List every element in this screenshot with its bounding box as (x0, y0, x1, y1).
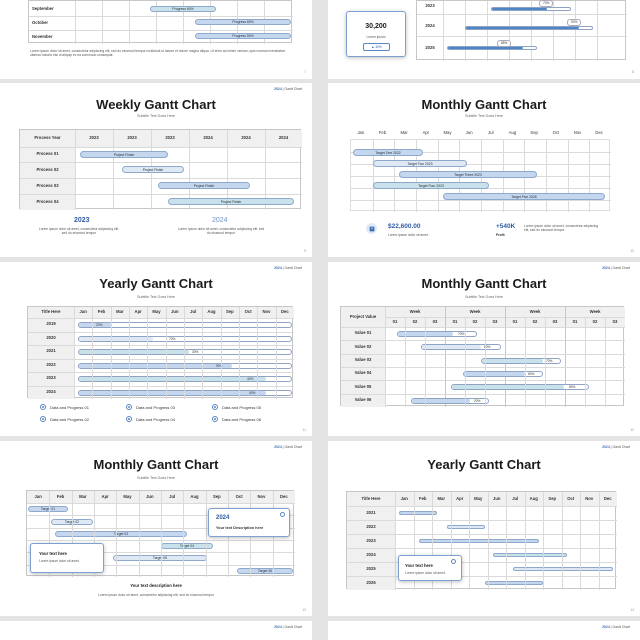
progress-label: 70% (169, 336, 176, 341)
column-header: Feb (97, 309, 106, 315)
column-header: Aug (207, 309, 216, 315)
column-header: Aug (529, 495, 538, 501)
column-header: Title Here (361, 495, 381, 501)
column-header: Apr (134, 309, 142, 315)
brand-footer: 2024 | Gantt Chart (274, 266, 302, 270)
row-label: 2019 (46, 321, 56, 327)
gantt-bar: Target 04 (161, 543, 213, 549)
progress-label: 60% (484, 345, 491, 350)
grid-line (202, 307, 203, 399)
grid-line (184, 307, 185, 399)
progress-label: 20% (474, 398, 481, 403)
week-number: 02 (472, 318, 478, 324)
stat-card (346, 11, 406, 57)
slide-title: Yearly Gantt Chart (99, 276, 213, 291)
month-label: Jun (465, 129, 473, 135)
gantt-bar: Project Finish (168, 198, 294, 205)
row-label: Process 04 (36, 198, 59, 204)
week-number: 01 (392, 318, 398, 324)
text-box (30, 543, 104, 573)
column-header: Title Here (41, 309, 61, 315)
row-label: Value 01 (354, 330, 372, 336)
gantt-bar (485, 581, 543, 585)
year-heading: 2023 (74, 217, 90, 224)
grid-line (221, 307, 222, 399)
row-label: 2025 (425, 44, 435, 50)
grid-line (562, 492, 563, 590)
progress-track (421, 344, 501, 350)
grid-line (545, 317, 546, 407)
body-text: Lorem ipsum dolor sit amet, consectetur adipiscing elit, sed do eiusmod tempor (38, 227, 120, 236)
month-label: Nov (573, 129, 582, 135)
legend-item: Data and Progress 02 (40, 416, 89, 422)
column-header: Oct (244, 309, 252, 315)
column-header: 2023 (127, 135, 137, 141)
progress-label: 90% (567, 19, 581, 26)
grid-line (485, 317, 486, 407)
slide-subtitle: Subtitle Text Goes Here (137, 114, 175, 118)
brand-footer: 2024 | Gantt Chart (274, 625, 302, 629)
legend-dot-icon (212, 416, 218, 422)
row-label: 2026 (366, 579, 376, 585)
progress-label: 20% (96, 323, 103, 327)
column-header: Jun (171, 309, 179, 315)
column-header: Jul (190, 309, 197, 315)
slide-subtitle: Subtitle Text Goes Here (137, 476, 175, 480)
month-label: Dec (595, 129, 603, 135)
month-label: Mar (400, 129, 408, 135)
column-header: Jul (512, 495, 519, 501)
progress-label: 70% (546, 358, 553, 363)
column-header: Nov (257, 493, 266, 499)
column-header: Dec (280, 309, 289, 315)
row-label: Process 02 (36, 166, 59, 172)
week-header: Week (589, 308, 601, 314)
page-number: 14 (630, 608, 634, 612)
progress-track (481, 358, 561, 364)
row-label: September (32, 5, 54, 11)
month-label: May (443, 129, 452, 135)
row-label: 2024 (46, 388, 56, 394)
row-label: 2023 (366, 537, 376, 543)
slide-3 (0, 83, 312, 257)
grid-line (74, 307, 75, 399)
grid-line (276, 307, 277, 399)
slide-title: Monthly Gantt Chart (421, 97, 547, 112)
profit-value: +540K (496, 223, 516, 230)
slide-subtitle: Subtitle Text Goes Here (465, 114, 503, 118)
column-header: Sep (225, 309, 234, 315)
column-header: Sep (212, 493, 221, 499)
grid-line (525, 317, 526, 407)
progress-label: 40% (249, 390, 256, 395)
slide-10 (328, 621, 640, 640)
column-header: Aug (190, 493, 199, 499)
box-title: Your text here (39, 551, 67, 556)
column-header: Oct (567, 495, 575, 501)
legend-dot-icon (126, 416, 132, 422)
row-label: 2022 (46, 361, 56, 367)
body-text: Lorem ipsum dolor sit amet, consectetur adipiscing elit, sed do eiusmod tempor (177, 227, 265, 236)
grid-line (488, 492, 489, 590)
body-text: Lorem ipsum dolor sit amet. (388, 233, 429, 237)
gantt-bar: Target Two 2023 (373, 160, 467, 167)
legend-dot-icon (212, 404, 218, 410)
progress-label: 40% (247, 377, 254, 381)
week-header: Week (529, 308, 541, 314)
row-label: Process 03 (36, 182, 59, 188)
money-value: $22,600.00 (388, 223, 421, 230)
stat-label: Lorem ipsum (366, 35, 386, 39)
year-heading: 2024 (212, 217, 228, 224)
gantt-grid (350, 139, 610, 211)
month-label: Jul (488, 129, 494, 135)
grid-line (469, 492, 470, 590)
grid-line (525, 492, 526, 590)
progress-track (451, 384, 589, 390)
legend-item: Data and Progress 01 (40, 404, 89, 410)
column-header: Mar (116, 309, 124, 315)
progress-label: 90% (216, 363, 223, 368)
row-label: 2024 (366, 551, 376, 557)
column-header: 2023 (165, 135, 175, 141)
month-label: Feb (378, 129, 387, 135)
grid-line (580, 492, 581, 590)
brand-footer: 2024 | Gantt Chart (274, 87, 302, 91)
stat-badge: ▲ 30% (363, 43, 390, 51)
column-header: Project Value (349, 313, 377, 319)
grid-line (395, 492, 396, 590)
column-header: Jan (400, 495, 408, 501)
brand-footer: 2024 | Gantt Chart (274, 445, 302, 449)
grid-line (116, 491, 117, 577)
column-header: Dec (279, 493, 288, 499)
month-label: Oct (552, 129, 560, 135)
column-header: Process Year (34, 135, 61, 141)
gantt-grid (346, 491, 616, 589)
month-label: Apr (422, 129, 430, 135)
page-number: 8 (632, 70, 634, 74)
page-number: 13 (302, 608, 306, 612)
column-header: May (474, 495, 483, 501)
week-number: 01 (452, 318, 458, 324)
gantt-bar: Project Finish (158, 182, 250, 189)
month-label: Sep (530, 129, 538, 135)
grid-line (605, 317, 606, 407)
gantt-bar: Project Finish (122, 166, 184, 173)
box-text: Lorem ipsum dolor sit amet. (405, 571, 446, 575)
column-header: 2024 (278, 135, 289, 141)
row-label: 2023 (46, 375, 56, 381)
progress-track (411, 398, 489, 404)
row-label: 2025 (366, 565, 376, 571)
row-label: Value 06 (354, 397, 372, 403)
row-label: 2024 (425, 22, 435, 28)
month-label: Jan (357, 129, 365, 135)
row-label: Process 01 (36, 151, 59, 157)
column-header: Jul (169, 493, 176, 499)
callout-card (208, 508, 290, 537)
row-label: 2022 (366, 523, 376, 529)
slide-title: Monthly Gantt Chart (93, 457, 219, 472)
progress-label: 70% (458, 332, 465, 336)
row-label: Value 03 (354, 357, 372, 363)
legend-item: Data and Progress 05 (212, 404, 261, 410)
page-number: 7 (304, 70, 306, 74)
legend-item: Data and Progress 04 (126, 416, 175, 422)
slide-subtitle: Subtitle Text Goes Here (137, 295, 175, 299)
grid-line (425, 317, 426, 407)
column-header: May (123, 493, 132, 499)
gantt-bar: Target 03 (55, 531, 187, 537)
row-label: 2020 (46, 334, 56, 340)
row-label: 2021 (366, 509, 376, 515)
progress-track (465, 26, 593, 30)
page-number: 9 (304, 249, 306, 253)
legend-item: Data and Progress 03 (126, 404, 175, 410)
column-header: May (152, 309, 161, 315)
row-label: October (32, 19, 49, 25)
gantt-bar: Target Five 2026 (443, 193, 605, 200)
column-header: Apr (101, 493, 109, 499)
page-number: 10 (630, 249, 634, 253)
row-label: Value 02 (354, 343, 372, 349)
column-header: Nov (585, 495, 594, 501)
gantt-bar: Target One 2022 (353, 149, 423, 156)
grid-line (543, 492, 544, 590)
legend-dot-icon (126, 404, 132, 410)
slide-9 (0, 621, 312, 640)
slide-7 (0, 441, 312, 616)
column-header: Mar (79, 493, 87, 499)
grid-line (465, 317, 466, 407)
box-title: Your text here (405, 563, 433, 568)
row-label: November (32, 33, 53, 39)
gantt-bar: Target 05 (113, 555, 207, 561)
slide-title: Weekly Gantt Chart (96, 97, 216, 112)
gantt-grid (19, 129, 301, 209)
brand-footer: 2024 | Gantt Chart (602, 625, 630, 629)
legend-dot-icon (40, 404, 46, 410)
week-number: 03 (612, 318, 618, 324)
box-text: Lorem ipsum dolor sit amet. (39, 559, 80, 563)
grid-line (166, 307, 167, 399)
grid-line (92, 307, 93, 399)
grid-line (183, 491, 184, 577)
grid-line (257, 307, 258, 399)
week-number: 01 (572, 318, 578, 324)
slide-4 (328, 83, 640, 257)
week-number: 01 (512, 318, 518, 324)
week-number: 03 (492, 318, 498, 324)
column-header: Jun (493, 495, 501, 501)
gantt-bar: Target Four 2023 (373, 182, 489, 189)
column-header: Oct (235, 493, 243, 499)
column-header: 2023 (89, 135, 99, 141)
money-icon (366, 223, 377, 234)
slide-subtitle: Subtitle Text Goes Here (465, 295, 503, 299)
gantt-bar: Progress 60% (195, 19, 291, 25)
gantt-bar: Target 01 (28, 506, 68, 512)
grid-line (506, 492, 507, 590)
brand-footer: 2024 | Gantt Chart (602, 445, 630, 449)
slide-6 (328, 262, 640, 436)
body-text: Lorem ipsum dolor sit amet, consectetur adipiscing elit, sed do eiusmod tempor incididunt ut labore et dolore magna aliqua. Ut enim ad minim veniam, quis nostrud exercitation ullamco laboris nisi ut aliquip ex ea commodo consequat. (30, 49, 286, 58)
page-number: 12 (630, 428, 634, 432)
column-header: 2024 (241, 135, 251, 141)
column-header: 2024 (203, 135, 213, 141)
progress-label: 70% (539, 0, 553, 7)
legend-dot-icon (40, 416, 46, 422)
month-label: Aug (508, 129, 517, 135)
week-number: 03 (432, 318, 438, 324)
progress-label: 30% (192, 350, 199, 354)
gantt-grid (28, 0, 292, 43)
gantt-bar: Progress 50% (195, 33, 291, 39)
grid-line (129, 307, 130, 399)
text-box (398, 555, 462, 581)
slide-2 (328, 0, 640, 79)
pin-icon (280, 512, 285, 517)
column-header: Mar (437, 495, 445, 501)
grid-line (111, 307, 112, 399)
week-number: 02 (412, 318, 418, 324)
column-header: Sep (548, 495, 557, 501)
grid-line (147, 307, 148, 399)
pin-icon (451, 559, 456, 564)
week-header: Week (409, 308, 421, 314)
column-header: Jan (34, 493, 42, 499)
grid-line (139, 491, 140, 577)
grid-line (599, 492, 600, 590)
grid-line (206, 491, 207, 577)
column-header: Jun (146, 493, 154, 499)
slide-title: Monthly Gantt Chart (421, 276, 547, 291)
gantt-bar: Target 06 (237, 568, 293, 574)
progress-label: 60% (528, 372, 535, 376)
gantt-bar (447, 525, 485, 529)
gantt-grid (340, 306, 624, 406)
progress-label: 80% (569, 385, 576, 390)
gantt-bar (493, 553, 567, 557)
desc-title: Your text description here (130, 583, 182, 588)
gantt-bar: Target Three 2023 (399, 171, 537, 178)
grid-line (161, 491, 162, 577)
gantt-bar (419, 539, 539, 543)
slide-5 (0, 262, 312, 436)
gantt-bar: Target 02 (51, 519, 93, 525)
column-header: Feb (56, 493, 65, 499)
row-label: Value 05 (354, 383, 372, 389)
callout-year: 2024 (216, 515, 230, 521)
gantt-bar: Progress 60% (150, 6, 216, 12)
progress-label: 85% (497, 40, 511, 47)
gantt-bar: Project Finish (80, 151, 168, 158)
week-number: 02 (532, 318, 538, 324)
progress-track (447, 46, 537, 50)
gantt-grid (416, 0, 626, 60)
column-header: Apr (456, 495, 464, 501)
grid-line (405, 317, 406, 407)
grid-line (239, 307, 240, 399)
column-header: Feb (419, 495, 427, 501)
brand-footer: 2024 | Gantt Chart (602, 266, 630, 270)
row-label: Value 04 (354, 370, 372, 376)
progress-track (463, 371, 543, 377)
week-header: Week (469, 308, 481, 314)
legend-item: Data and Progress 06 (212, 416, 261, 422)
gantt-grid (27, 306, 293, 398)
slide-8 (328, 441, 640, 616)
column-header: Nov (262, 309, 271, 315)
slide-title: Yearly Gantt Chart (427, 457, 541, 472)
body-text: Lorem ipsum dolor sit amet, consectetur adipiscing elit, sed do eiusmod tempor (98, 593, 214, 597)
row-label: 2023 (425, 2, 435, 8)
slide-1 (0, 0, 312, 79)
column-header: Dec (603, 495, 612, 501)
grid-line (585, 317, 586, 407)
progress-track (491, 7, 571, 11)
column-header: Jan (79, 309, 87, 315)
body-text: Lorem ipsum dolor sit amet, consectetur adipiscing elit, sed do eiusmod tempor (524, 224, 599, 233)
week-number: 02 (592, 318, 598, 324)
callout-text: Your text Description here (216, 526, 264, 530)
stat-value: 30,200 (365, 23, 387, 30)
page-number: 11 (302, 428, 306, 432)
row-label: 2021 (46, 348, 56, 354)
week-number: 03 (552, 318, 558, 324)
profit-label: Profit (496, 233, 505, 237)
